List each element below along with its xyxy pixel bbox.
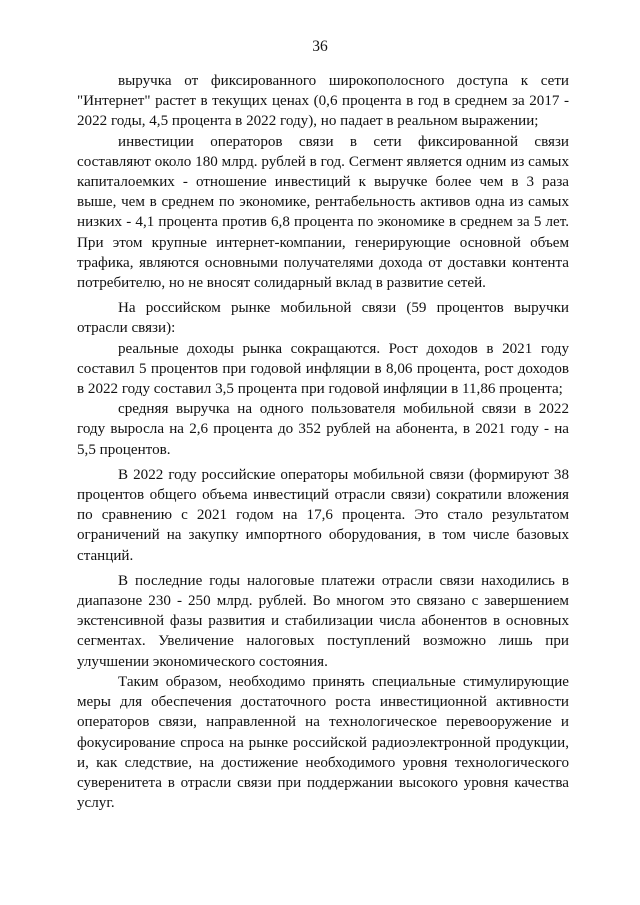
document-body: [77, 71, 569, 813]
paragraph-arpu: средняя выручка на одного пользователя мобильной связи в 2022 году выросла на 2,6 процента до 352 рублей на абонента, в 2021 году - на 5,5 процентов.: [77, 401, 569, 458]
paragraph-mobile-real-income: реальные доходы рынка сокращаются. Рост доходов в 2021 году составил 5 процентов при годовой инфляции в 8,06 процента, рост доходов в 2022 году составил 3,5 процента при годовой инфляции в 11,86 процента;: [77, 340, 569, 398]
paragraph-conclusion: Таким образом, необходимо принять специальные стимулирующие меры для обеспечения достаточного роста инвестиционной активности операторов связи, направленной на технологическое перевооружение и фокусирование спроса на рынке российской радиоэлектронной продукции, и, как следствие, на достижение необходимого уровня технологического суверенитета в отрасли связи при поддержании высокого уровня качества услуг.: [77, 673, 569, 812]
paragraph-fixed-investment: инвестиции операторов связи в сети фиксированной связи составляют около 180 млрд. рублей в год. Сегмент является одним из самых капиталоемких - отношение инвестиций к выручке более чем в 3 раза выше, чем в среднем по экономике, рентабельность активов одна из самых низких - 4,1 процента против 6,8 процента по экономике в среднем за 5 лет. При этом крупные интернет-компании, генерирующие основной объем трафика, являются основными получателями дохода от доставки контента потребителю, но не вносят солидарный вклад в развитие сетей.: [77, 133, 569, 292]
paragraph-tax-payments: В последние годы налоговые платежи отрасли связи находились в диапазоне 230 - 250 млрд. рублей. Во многом это связано с завершением экстенсивной фазы развития и стабилизации числа абонентов в основных сегментах. Увеличение налоговых поступлений возможно лишь при улучшении экономического состояния.: [77, 572, 569, 670]
paragraph-mobile-market-intro: На российском рынке мобильной связи (59 процентов выручки отрасли связи):: [77, 300, 569, 337]
page-number: 36: [312, 38, 328, 55]
paragraph-mobile-investment: В 2022 году российские операторы мобильной связи (формируют 38 процентов общего объема инвестиций отрасли связи) сократили вложения по сравнению с 2021 годом на 17,6 процента. Это стало результатом ограничений на закупку импортного оборудования, в том числе базовых станций.: [77, 466, 569, 564]
paragraph-broadband-revenue: выручка от фиксированного широкополосного доступа к сети "Интернет" растет в текущих ценах (0,6 процента в год в среднем за 2017 - 2022 годы, 4,5 процента в 2022 году), но падает в реальном выражении;: [77, 73, 569, 130]
